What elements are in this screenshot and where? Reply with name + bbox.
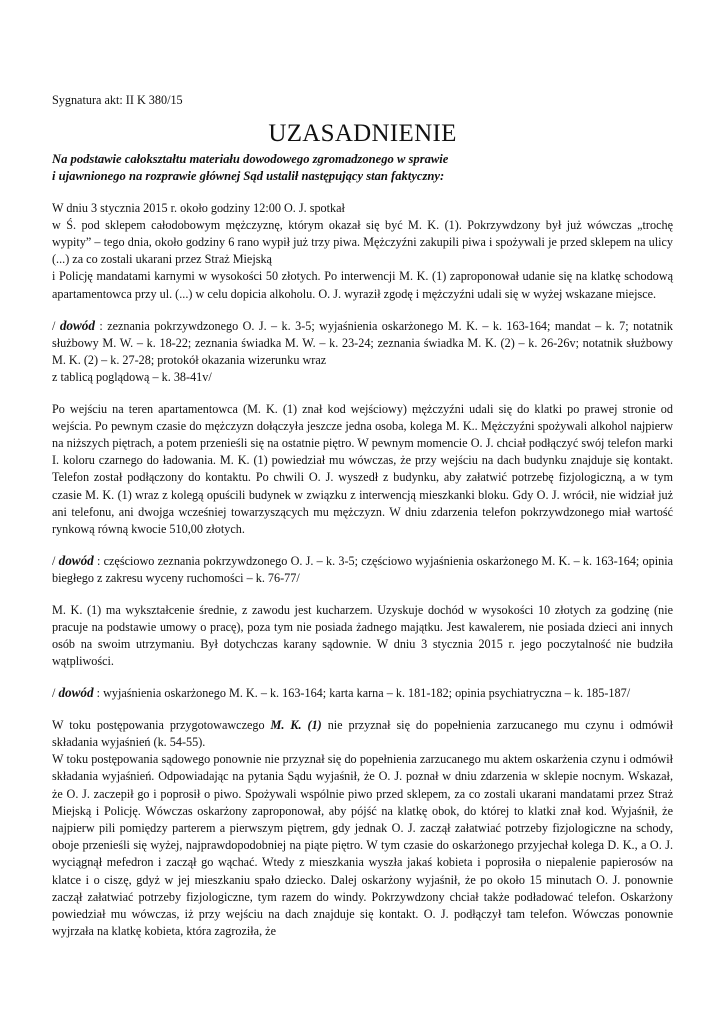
intro-line-1: Na podstawie całokształtu materiału dowodowego zgromadzonego w sprawie xyxy=(52,152,449,167)
evidence-text: : zeznania pokrzywdzonego O. J. – k. 3-5; wyjaśnienia oskarżonego M. K. – k. 163-164; mandat – k. 7; notatnik służbowy M. W. – k. 18-22; zeznania świadka M. W. – k. 23-24; zeznania świadka M. K. (2) – k. 26-26v; notatnik służbowy M. K. (2) – k. 27-28; protokół okazania wizerunku wraz xyxy=(52,318,674,368)
evidence-prefix: / xyxy=(52,318,60,333)
defendant-name: M. K. (1) xyxy=(270,717,322,732)
evidence-block-2 xyxy=(52,552,673,587)
paragraph-text-before: W toku postępowania przygotowawczego xyxy=(52,717,271,732)
case-signature: Sygnatura akt: II K 380/15 xyxy=(52,93,183,107)
evidence-tag: dowód xyxy=(58,685,94,701)
facts-paragraph-3: M. K. (1) ma wykształcenie średnie, z zawodu jest kucharzem. Uzyskuje dochód w wysokości 10 złotych za godzinę (nie pracuje na podstawie umowy o pracę), poza tym nie posiada żadnego majątku. Jest kawalerem, nie posiada dzieci ani innych osób na swoim utrzymaniu. Był dotychczas karany sądownie. W dniu 3 stycznia 2015 r. jego poczytalność nie budziła wątpliwości. xyxy=(52,602,673,669)
facts-paragraph-1-part-1: w Ś. pod sklepem całodobowym mężczyznę, którym okazał się być M. K. (1). Pokrzywdzony był już wówczas „trochę wypity” – tego dnia, około godziny 6 rano wypił już trzy piwa. Mężczyźni zakupili piwa i spożywali je przed sklepem na ulicy (...) za co zostali ukarani przez Straż Miejską xyxy=(52,217,673,267)
evidence-prefix: / xyxy=(52,686,59,701)
evidence-prefix: / xyxy=(52,554,59,569)
evidence-tag: dowód xyxy=(59,317,95,333)
evidence-block-1 xyxy=(52,317,673,387)
facts-paragraph-1 xyxy=(52,200,673,303)
defendant-statement-paragraph-1 xyxy=(52,717,673,751)
defendant-statement-paragraph-2: W toku postępowania sądowego ponownie nie przyznał się do popełnienia zarzucanego mu aktem oskarżenia czynu i odmówił składania wyjaśnień. Odpowiadając na pytania Sądu wyjaśnił, że O. J. poznał w dniu zdarzenia w sklepie nocnym. Wskazał, że O. J. zaczepił go i poprosił o piwo. Spożywali wspólnie piwo przed sklepem, za co zostali ukarani mandatami przez Straż Miejską i Policję. Wówczas oskarżony zaproponował, aby pójść na klatkę obok, do której to klatki znał kod. Wyjaśnił, że najpierw pili pomiędzy parterem a pierwszym piętrem, gdy jednak O. J. zaczął załatwiać potrzeby fizjologiczne na schody, oboje przenieśli się wyżej, najprawdopodobniej na piąte piętro. W tym czasie do oskarżonego przyjechał kolega D. K., a O. J. wyciągnął mefedron i zaczął go wąchać. Wtedy z mieszkania wyszła jakaś kobieta i poprosiła o niepalenie papierosów na klatce i o ciszę, gdyż w jej mieszkaniu spało dziecko. Dalej oskarżony wyjaśnił, że po około 15 minutach O. J. ponownie zaczął załatwiać potrzeby fizjologiczne, tym razem do windy. Pokrzywdzony chciał także podładować telefon. Oskarżony powiedział mu wówczas, iż przy wejściu na dach znajduje się kontakt. O. J. podłączył tam telefon. Wówczas ponownie wyjrzała na klatkę kobieta, która zagroziła, że xyxy=(52,752,673,939)
facts-paragraph-2: Po wejściu na teren apartamentowca (M. K. (1) znał kod wejściowy) mężczyźni udali się do klatki po prawej stronie od wejścia. Po pewnym czasie do mężczyzn dołączyła jeszcze jedna osoba, kolega M. K.. Mężczyźni spożywali alkohol najpierw na niższych piętrach, a potem przenieśli się na ostatnie piętro. W pewnym momencie O. J. chciał podłączyć swój telefon marki I. koloru czarnego do ładowania. M. K. (1) powiedział mu wówczas, że przy wejściu na dach budynku znajduje się kontakt. Telefon został podłączony do kontaktu. Po chwili O. J. wyszedł z budynku, aby załatwić potrzebę fizjologiczną, a w tym czasie M. K. (1) wraz z kolegą opuścili budynek w związku z interwencją mieszkanki bloku. Gdy O. J. wrócił, nie widział już ani telefonu, ani dwojga wcześniej towarzyszących mu mężczyzn. W dniu zdarzenia telefon pokrzywdzonego miał wartość rynkową równą kwocie 510,00 złotych. xyxy=(52,401,673,537)
evidence-block-1-tail: z tablicą poglądową – k. 38-41v/ xyxy=(52,370,212,385)
facts-paragraph-1-part-2: i Policję mandatami karnymi w wysokości 50 złotych. Po interwencji M. K. (1) zaproponował udanie się na klatkę schodową apartamentowca przy ul. (...) w celu dopicia alkoholu. O. J. wyraził zgodę i mężczyźni udali się w wyżej wskazane miejsce. xyxy=(52,269,673,301)
evidence-block-3 xyxy=(52,684,673,702)
evidence-block-1-main xyxy=(52,317,673,370)
paragraph-text-after: nie przyznał się do popełnienia zarzucanego mu czynu i odmówił składania wyjaśnień (k. 54-55). xyxy=(52,717,673,749)
facts-paragraph-1-line-1: W dniu 3 stycznia 2015 r. około godziny 12:00 O. J. spotkał xyxy=(52,200,345,215)
evidence-text: : wyjaśnienia oskarżonego M. K. – k. 163-164; karta karna – k. 181-182; opinia psychiatryczna – k. 185-187/ xyxy=(93,686,631,701)
intro-line-2: i ujawnionego na rozprawie głównej Sąd ustalił następujący stan faktyczny: xyxy=(52,169,445,184)
document-title: UZASADNIENIE xyxy=(268,120,457,148)
intro-statement xyxy=(52,151,673,185)
evidence-tag: dowód xyxy=(58,553,94,569)
evidence-text: : częściowo zeznania pokrzywdzonego O. J. – k. 3-5; częściowo wyjaśnienia oskarżonego M. K. – k. 163-164; opinia biegłego z zakresu wyceny ruchomości – k. 76-77/ xyxy=(52,554,673,586)
